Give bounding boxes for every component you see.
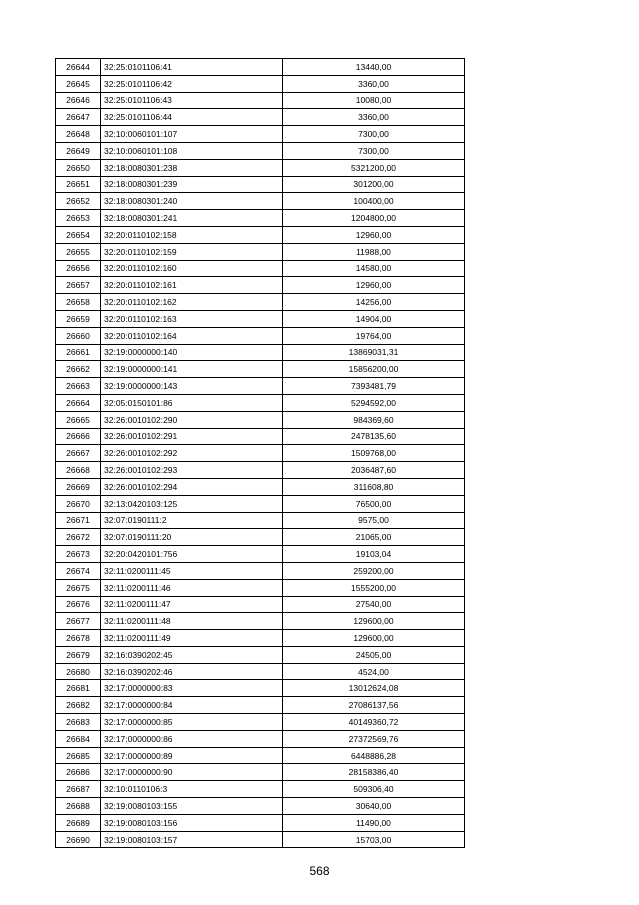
cadastral-number-cell: 32:18:0080301:238: [101, 159, 283, 176]
row-number-cell: 26688: [56, 798, 101, 815]
row-number-cell: 26662: [56, 361, 101, 378]
row-number-cell: 26684: [56, 730, 101, 747]
value-cell: 13012624,08: [283, 680, 465, 697]
cadastral-number-cell: 32:17:0000000:83: [101, 680, 283, 697]
table-row: [56, 764, 465, 781]
cadastral-number-cell: 32:11:0200111:47: [101, 596, 283, 613]
value-cell: 15856200,00: [283, 361, 465, 378]
cadastral-number-cell: 32:19:0080103:157: [101, 831, 283, 848]
cadastral-number-cell: 32:05:0150101:86: [101, 394, 283, 411]
value-cell: 4524,00: [283, 663, 465, 680]
value-cell: 311608,80: [283, 478, 465, 495]
value-cell: 1555200,00: [283, 579, 465, 596]
table-row: [56, 646, 465, 663]
table-row: [56, 310, 465, 327]
value-cell: 14256,00: [283, 294, 465, 311]
row-number-cell: 26675: [56, 579, 101, 596]
cadastral-number-cell: 32:26:0010102:293: [101, 462, 283, 479]
table-row: [56, 730, 465, 747]
value-cell: 12960,00: [283, 226, 465, 243]
value-cell: 509306,40: [283, 781, 465, 798]
row-number-cell: 26680: [56, 663, 101, 680]
cadastral-number-cell: 32:20:0110102:162: [101, 294, 283, 311]
table-row: [56, 697, 465, 714]
table-row: [56, 512, 465, 529]
value-cell: 3360,00: [283, 109, 465, 126]
cadastral-number-cell: 32:26:0010102:294: [101, 478, 283, 495]
value-cell: 9575,00: [283, 512, 465, 529]
row-number-cell: 26648: [56, 126, 101, 143]
row-number-cell: 26649: [56, 142, 101, 159]
table-row: [56, 394, 465, 411]
cadastral-number-cell: 32:19:0080103:156: [101, 814, 283, 831]
cadastral-number-cell: 32:13:0420103:125: [101, 495, 283, 512]
table-row: [56, 529, 465, 546]
table-row: [56, 59, 465, 76]
row-number-cell: 26644: [56, 59, 101, 76]
row-number-cell: 26650: [56, 159, 101, 176]
cadastral-number-cell: 32:11:0200111:45: [101, 562, 283, 579]
cadastral-number-cell: 32:11:0200111:49: [101, 630, 283, 647]
value-cell: 5321200,00: [283, 159, 465, 176]
table-row: [56, 294, 465, 311]
cadastral-number-cell: 32:17:0000000:84: [101, 697, 283, 714]
row-number-cell: 26661: [56, 344, 101, 361]
table-row: [56, 831, 465, 848]
row-number-cell: 26676: [56, 596, 101, 613]
cadastral-number-cell: 32:20:0110102:163: [101, 310, 283, 327]
value-cell: 1204800,00: [283, 210, 465, 227]
table-row: [56, 663, 465, 680]
value-cell: 7393481,79: [283, 378, 465, 395]
row-number-cell: 26663: [56, 378, 101, 395]
cadastral-number-cell: 32:18:0080301:240: [101, 193, 283, 210]
value-cell: 13869031,31: [283, 344, 465, 361]
row-number-cell: 26654: [56, 226, 101, 243]
cadastral-number-cell: 32:25:0101106:42: [101, 75, 283, 92]
cadastral-number-cell: 32:20:0110102:160: [101, 260, 283, 277]
cadastral-number-cell: 32:07:0190111:20: [101, 529, 283, 546]
row-number-cell: 26685: [56, 747, 101, 764]
value-cell: 259200,00: [283, 562, 465, 579]
table-row: [56, 630, 465, 647]
table-row: [56, 613, 465, 630]
table-row: [56, 344, 465, 361]
row-number-cell: 26645: [56, 75, 101, 92]
table-row: [56, 814, 465, 831]
cadastral-number-cell: 32:25:0101106:41: [101, 59, 283, 76]
row-number-cell: 26656: [56, 260, 101, 277]
cadastral-number-cell: 32:19:0000000:141: [101, 361, 283, 378]
cadastral-number-cell: 32:10:0060101:107: [101, 126, 283, 143]
row-number-cell: 26647: [56, 109, 101, 126]
value-cell: 21065,00: [283, 529, 465, 546]
table-row: [56, 159, 465, 176]
table-row: [56, 478, 465, 495]
cadastral-number-cell: 32:26:0010102:291: [101, 428, 283, 445]
cadastral-number-cell: 32:16:0390202:45: [101, 646, 283, 663]
table-row: [56, 210, 465, 227]
row-number-cell: 26679: [56, 646, 101, 663]
value-cell: 30640,00: [283, 798, 465, 815]
row-number-cell: 26683: [56, 714, 101, 731]
cadastral-number-cell: 32:20:0110102:164: [101, 327, 283, 344]
row-number-cell: 26670: [56, 495, 101, 512]
table-row: [56, 142, 465, 159]
value-cell: 7300,00: [283, 142, 465, 159]
cadastral-number-cell: 32:17:0000000:89: [101, 747, 283, 764]
row-number-cell: 26660: [56, 327, 101, 344]
cadastral-number-cell: 32:20:0110102:161: [101, 277, 283, 294]
value-cell: 14904,00: [283, 310, 465, 327]
row-number-cell: 26666: [56, 428, 101, 445]
cadastral-number-cell: 32:20:0110102:159: [101, 243, 283, 260]
table-row: [56, 462, 465, 479]
cadastral-value-table: [55, 58, 465, 848]
cadastral-number-cell: 32:07:0190111:2: [101, 512, 283, 529]
row-number-cell: 26653: [56, 210, 101, 227]
table-row: [56, 495, 465, 512]
table-row: [56, 781, 465, 798]
row-number-cell: 26686: [56, 764, 101, 781]
cadastral-number-cell: 32:10:0110106:3: [101, 781, 283, 798]
row-number-cell: 26665: [56, 411, 101, 428]
table-row: [56, 75, 465, 92]
value-cell: 28158386,40: [283, 764, 465, 781]
cadastral-number-cell: 32:25:0101106:44: [101, 109, 283, 126]
table-row: [56, 327, 465, 344]
table-row: [56, 596, 465, 613]
value-cell: 129600,00: [283, 613, 465, 630]
row-number-cell: 26669: [56, 478, 101, 495]
row-number-cell: 26652: [56, 193, 101, 210]
row-number-cell: 26687: [56, 781, 101, 798]
table-row: [56, 226, 465, 243]
cadastral-number-cell: 32:19:0000000:140: [101, 344, 283, 361]
table-row: [56, 277, 465, 294]
value-cell: 19103,04: [283, 546, 465, 563]
row-number-cell: 26672: [56, 529, 101, 546]
value-cell: 5294592,00: [283, 394, 465, 411]
table-row: [56, 714, 465, 731]
value-cell: 2036487,60: [283, 462, 465, 479]
row-number-cell: 26646: [56, 92, 101, 109]
row-number-cell: 26651: [56, 176, 101, 193]
row-number-cell: 26678: [56, 630, 101, 647]
table-row: [56, 126, 465, 143]
value-cell: 11490,00: [283, 814, 465, 831]
row-number-cell: 26673: [56, 546, 101, 563]
page-number: 568: [309, 864, 330, 878]
row-number-cell: 26655: [56, 243, 101, 260]
table-row: [56, 445, 465, 462]
row-number-cell: 26681: [56, 680, 101, 697]
cadastral-number-cell: 32:20:0420101:756: [101, 546, 283, 563]
table-row: [56, 260, 465, 277]
row-number-cell: 26674: [56, 562, 101, 579]
table-row: [56, 680, 465, 697]
table-row: [56, 579, 465, 596]
value-cell: 76500,00: [283, 495, 465, 512]
table-row: [56, 243, 465, 260]
table-row: [56, 747, 465, 764]
value-cell: 129600,00: [283, 630, 465, 647]
cadastral-number-cell: 32:19:0080103:155: [101, 798, 283, 815]
value-cell: 1509768,00: [283, 445, 465, 462]
cadastral-number-cell: 32:16:0390202:46: [101, 663, 283, 680]
value-cell: 40149360,72: [283, 714, 465, 731]
row-number-cell: 26664: [56, 394, 101, 411]
table-row: [56, 546, 465, 563]
table-row: [56, 92, 465, 109]
value-cell: 24505,00: [283, 646, 465, 663]
cadastral-number-cell: 32:10:0060101:108: [101, 142, 283, 159]
cadastral-number-cell: 32:18:0080301:241: [101, 210, 283, 227]
row-number-cell: 26658: [56, 294, 101, 311]
cadastral-number-cell: 32:26:0010102:292: [101, 445, 283, 462]
row-number-cell: 26657: [56, 277, 101, 294]
value-cell: 27086137,56: [283, 697, 465, 714]
value-cell: 27372569,76: [283, 730, 465, 747]
row-number-cell: 26667: [56, 445, 101, 462]
value-cell: 3360,00: [283, 75, 465, 92]
table-row: [56, 562, 465, 579]
row-number-cell: 26659: [56, 310, 101, 327]
table-row: [56, 798, 465, 815]
value-cell: 10080,00: [283, 92, 465, 109]
cadastral-number-cell: 32:17:0000000:90: [101, 764, 283, 781]
row-number-cell: 26671: [56, 512, 101, 529]
row-number-cell: 26690: [56, 831, 101, 848]
cadastral-number-cell: 32:17:0000000:86: [101, 730, 283, 747]
value-cell: 6448886,28: [283, 747, 465, 764]
table-row: [56, 109, 465, 126]
value-cell: 19764,00: [283, 327, 465, 344]
value-cell: 2478135,60: [283, 428, 465, 445]
row-number-cell: 26689: [56, 814, 101, 831]
row-number-cell: 26682: [56, 697, 101, 714]
value-cell: 27540,00: [283, 596, 465, 613]
cadastral-number-cell: 32:17:0000000:85: [101, 714, 283, 731]
value-cell: 13440,00: [283, 59, 465, 76]
cadastral-number-cell: 32:25:0101106:43: [101, 92, 283, 109]
table-row: [56, 176, 465, 193]
table-row: [56, 428, 465, 445]
cadastral-number-cell: 32:11:0200111:48: [101, 613, 283, 630]
value-cell: 7300,00: [283, 126, 465, 143]
row-number-cell: 26677: [56, 613, 101, 630]
row-number-cell: 26668: [56, 462, 101, 479]
table-row: [56, 361, 465, 378]
value-cell: 100400,00: [283, 193, 465, 210]
cadastral-number-cell: 32:18:0080301:239: [101, 176, 283, 193]
value-cell: 984369,60: [283, 411, 465, 428]
cadastral-number-cell: 32:19:0000000:143: [101, 378, 283, 395]
value-cell: 15703,00: [283, 831, 465, 848]
cadastral-number-cell: 32:11:0200111:46: [101, 579, 283, 596]
table-row: [56, 411, 465, 428]
table-row: [56, 193, 465, 210]
value-cell: 301200,00: [283, 176, 465, 193]
cadastral-number-cell: 32:20:0110102:158: [101, 226, 283, 243]
value-cell: 14580,00: [283, 260, 465, 277]
value-cell: 12960,00: [283, 277, 465, 294]
value-cell: 11988,00: [283, 243, 465, 260]
cadastral-number-cell: 32:26:0010102:290: [101, 411, 283, 428]
table-body: [56, 59, 465, 848]
table-row: [56, 378, 465, 395]
